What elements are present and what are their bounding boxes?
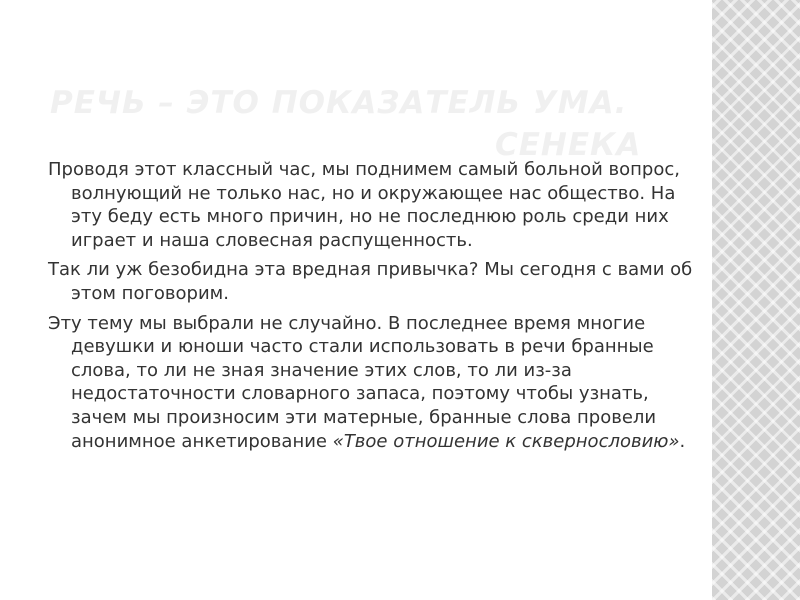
survey-title-quote: «Твое отношение к сквернословию» [332, 430, 680, 452]
slide-title [50, 82, 670, 166]
paragraph-2: Так ли уж безобидна эта вредная привычка? Мы сегодня с вами об этом поговорим. [48, 259, 693, 304]
paragraph-3-end: . [679, 430, 686, 452]
paragraph-3-text: Эту тему мы выбрали не случайно. В последнее время многие девушки и юноши часто стали использовать в речи бранные слова, то ли не зная значение этих слов, то ли из-за недостаточности словарного запаса, поэтому чтобы узнать, зачем мы произносим эти матерные, бранные слова провели анонимное анкетирование [48, 312, 657, 452]
paragraph-1: Проводя этот классный час, мы поднимем самый больной вопрос, волнующий не только нас, но и окружающее нас общество. На эту беду есть много причин, но не последнюю роль среди них играет и наша словесная распущенность. [48, 159, 680, 251]
slide-body [48, 158, 694, 459]
slide-title-author: СЕНЕКА [495, 127, 642, 163]
paragraph-3 [48, 312, 694, 454]
decorative-side-stripe [712, 0, 800, 600]
slide-title-line1: РЕЧЬ – ЭТО ПОКАЗАТЕЛЬ УМА. [50, 85, 628, 121]
